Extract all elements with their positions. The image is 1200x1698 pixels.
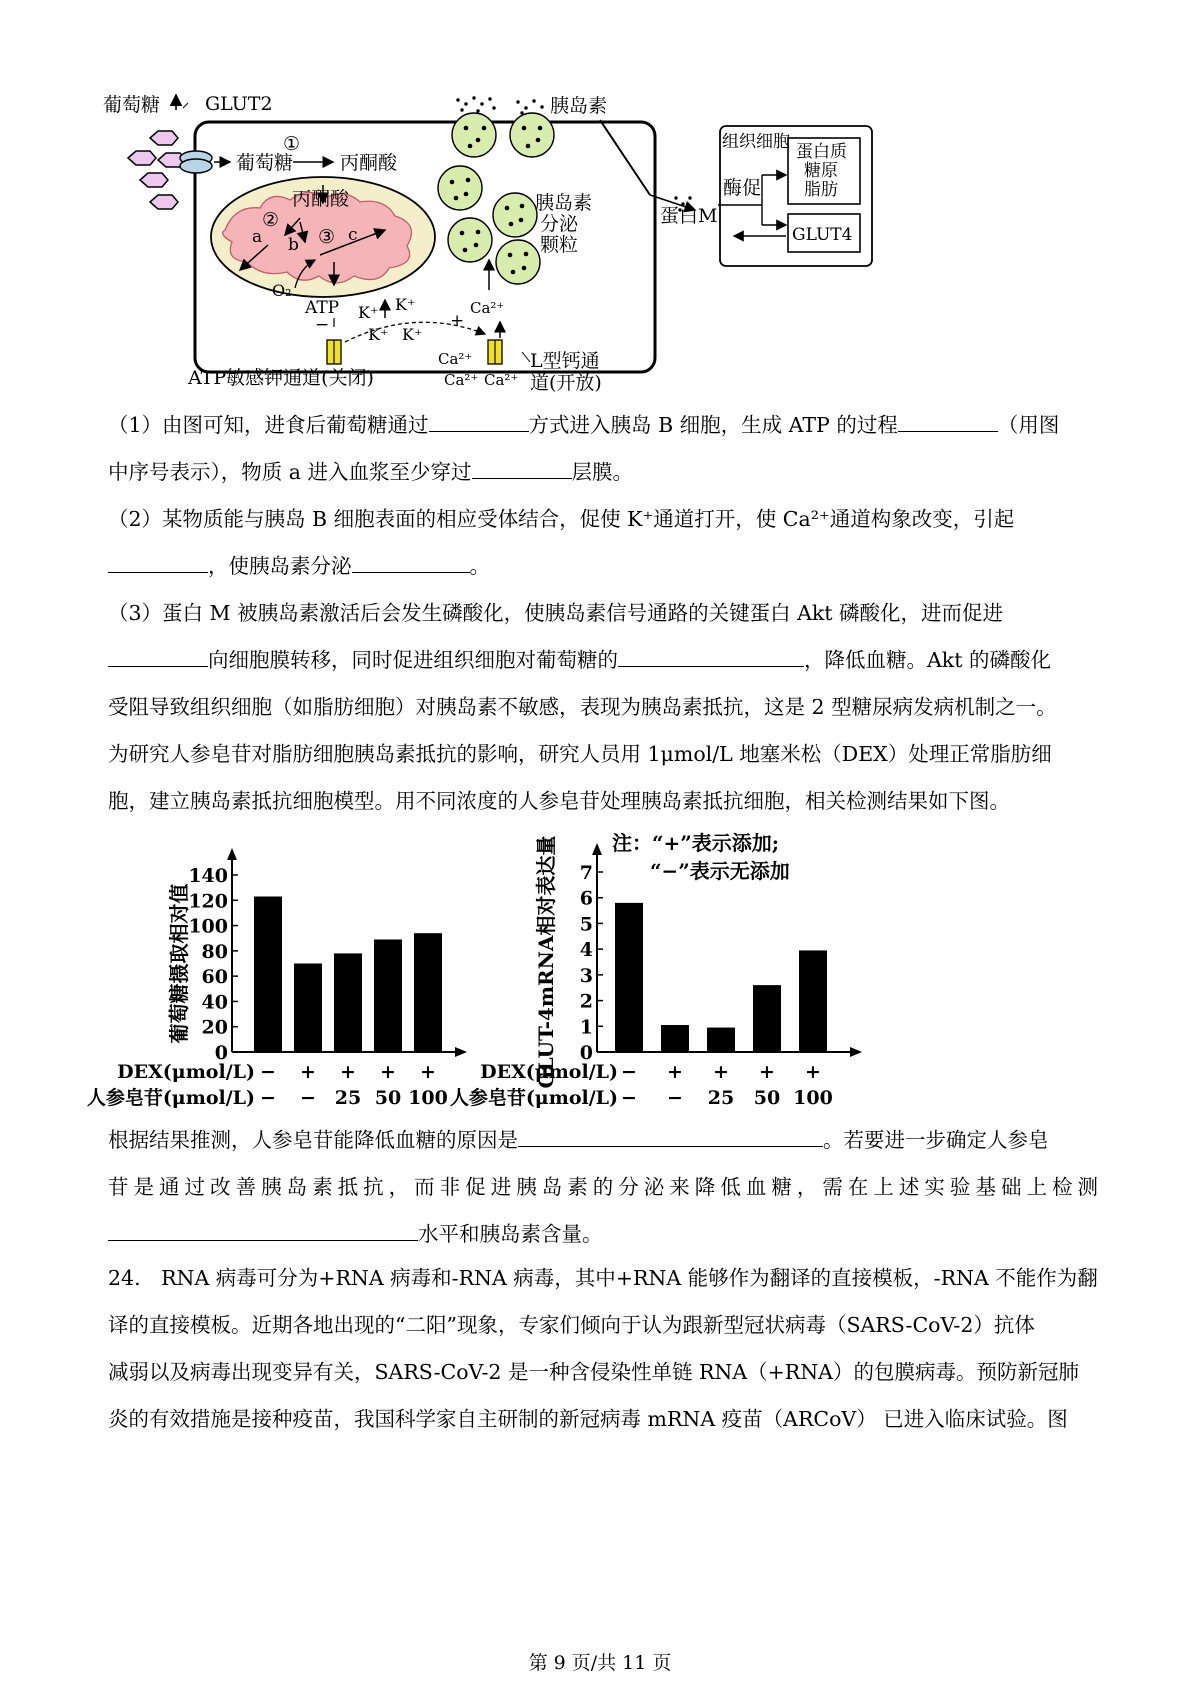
chart2-tick-label: 4 (579, 939, 593, 962)
chart2-x-arrow (850, 1047, 862, 1057)
chart2-dex-row-label: DEX(μmol/L) (480, 1061, 618, 1083)
blank-2[interactable] (898, 409, 998, 432)
blank-6[interactable] (108, 644, 208, 667)
chart2-tick-label: 1 (579, 1016, 593, 1039)
chart1-bar (294, 964, 322, 1053)
o2-label: O₂ (272, 281, 292, 300)
k-label-2: K⁺ (395, 295, 416, 314)
blank-4[interactable] (108, 550, 208, 573)
q3-line-7: 苷是通过改善胰岛素抵抗，而非促进胰岛素的分泌来降低血糖，需在上述实验基础上检测 (108, 1175, 1098, 1199)
chart2-dex-label: + (667, 1061, 683, 1083)
products-label-2: 糖原 (804, 161, 838, 181)
insulin-secretion-diagram (0, 0, 1200, 440)
question-24-block (108, 1255, 1098, 1443)
chart1-bar (334, 953, 362, 1052)
ca-label-b2: Ca²⁺ (444, 371, 479, 389)
page-footer: 第 9 页/共 11 页 (528, 1652, 672, 1674)
chart2-tick-label: 6 (579, 887, 593, 910)
chart1-ginsenoside-label: 50 (374, 1087, 402, 1109)
chart1-bar (414, 933, 442, 1052)
label-a: a (252, 227, 263, 247)
chart2-bar (661, 1025, 689, 1052)
pyruvate-mito-label: 丙酮酸 (292, 188, 350, 210)
chart2-dex-label: + (713, 1061, 729, 1083)
chart1-ginsenoside-label: − (300, 1087, 316, 1109)
chart1-x-arrow (455, 1047, 467, 1057)
k-label-1: K⁺ (358, 303, 379, 322)
chart1-tick-label: 140 (188, 865, 228, 887)
chart2-ginsenoside-row-label: 人参皂苷(μmol/L) (449, 1087, 618, 1109)
chart2-tick-label: 0 (579, 1042, 593, 1064)
glut2-transporter (180, 151, 212, 173)
granule-label-3: 颗粒 (540, 234, 579, 256)
minus-sign: − (315, 315, 330, 335)
pyruvate-cyto-label: 丙酮酸 (340, 152, 398, 174)
chart1-bar (374, 939, 402, 1052)
blank-8[interactable] (518, 1124, 823, 1147)
chart1-dex-label: + (340, 1061, 356, 1083)
chart1-y-arrow (227, 848, 237, 860)
tissue-cell-label: 组织细胞 (722, 132, 790, 152)
chart1-dex-label: − (260, 1061, 276, 1083)
conclusion-block (108, 1117, 1098, 1258)
k-label-4: K⁺ (402, 325, 423, 344)
granule-label-1: 胰岛素 (535, 192, 593, 214)
q3-line-2: 向细胞膜转移，同时促进组织细胞对葡萄糖的 ，降低血糖。Akt 的磷酸化 (108, 637, 1098, 684)
chart2-ginsenoside-label: − (621, 1087, 637, 1109)
q3-line-1: （3）蛋白 M 被胰岛素激活后会发生磷酸化，使胰岛素信号通路的关键蛋白 Akt 磷酸化，进而促进 (108, 601, 1004, 625)
chart1-ginsenoside-label: 100 (408, 1087, 448, 1109)
chart1-dex-label: + (380, 1061, 396, 1083)
glucose-molecules (128, 131, 186, 209)
chart2-note-line-2: “−”表示无添加 (650, 859, 790, 883)
chart2-dex-label: + (759, 1061, 775, 1083)
chart1-tick-label: 20 (201, 1016, 228, 1039)
chart1-ginsenoside-label: − (260, 1087, 276, 1109)
label-b: b (288, 235, 299, 255)
chart1-y-axis-label: 葡萄糖摄取相对值 (167, 883, 191, 1044)
ca-label-b3: Ca²⁺ (484, 371, 519, 389)
products-label-1: 蛋白质 (796, 142, 847, 162)
chart2-bar (753, 985, 781, 1052)
chart1-tick-label: 120 (188, 890, 228, 913)
chart2-tick-label: 2 (579, 990, 593, 1013)
products-label-3: 脂肪 (804, 180, 838, 200)
blank-3[interactable] (472, 456, 572, 479)
glut4-label: GLUT4 (792, 225, 853, 245)
protein-m-label: 蛋白M (660, 205, 718, 227)
chart1-dex-row-label: DEX(μmol/L) (117, 1061, 255, 1083)
chart2-note-line-1: 注：“+”表示添加; (612, 831, 780, 855)
chart2-bar (615, 903, 643, 1052)
q24-line-1: 24. RNA 病毒可分为+RNA 病毒和-RNA 病毒，其中+RNA 能够作为翻译的直接模板，-RNA 不能作为翻 (108, 1266, 1098, 1290)
ca-label-top: Ca²⁺ (470, 299, 505, 317)
chart1-tick-label: 60 (201, 966, 228, 989)
q1-line-2: 中序号表示），物质 a 进入血浆至少穿过 层膜。 (108, 449, 1098, 496)
katp-channel-label: ATP敏感钾通道(关闭) (188, 367, 374, 389)
granule-label-2: 分泌 (540, 213, 579, 235)
step-1-label: ① (283, 133, 301, 155)
chart1-tick-label: 100 (188, 915, 228, 938)
q2-line-2: ，使胰岛素分泌 。 (108, 543, 1098, 590)
chart1-bar (254, 896, 282, 1052)
blank-7[interactable] (618, 644, 804, 667)
q3-line-3: 受阻导致组织细胞（如脂肪细胞）对胰岛素不敏感，表现为胰岛素抵抗，这是 2 型糖尿病发病机制之一。 (108, 695, 1057, 719)
chart2-ginsenoside-label: − (667, 1087, 683, 1109)
chart2-ginsenoside-label: 100 (793, 1087, 833, 1109)
k-label-3: K⁺ (368, 325, 389, 344)
chart1-tick-label: 80 (201, 940, 228, 963)
glucose-inside-label: 葡萄糖 (236, 152, 294, 174)
chart1-dex-label: + (420, 1061, 436, 1083)
chart2-bar (799, 950, 827, 1052)
blank-9[interactable] (108, 1218, 418, 1241)
ca-channel-label-2: 道(开放) (530, 372, 602, 394)
glut2-label: GLUT2 (205, 93, 273, 115)
chart1-ginsenoside-row-label: 人参皂苷(μmol/L) (86, 1087, 255, 1109)
q2-line-1: （2）某物质能与胰岛 B 细胞表面的相应受体结合，促使 K⁺通道打开，使 Ca²⁺通道构象改变，引起 (108, 507, 1015, 531)
chart2-y-axis-label: GLUT-4mRNA相对表达量 (534, 835, 558, 1089)
chart1-tick-label: 0 (214, 1042, 228, 1064)
glucose-outside-label: 葡萄糖 (103, 94, 161, 116)
chart1-ginsenoside-label: 25 (334, 1087, 362, 1109)
chart2-dex-label: − (621, 1061, 637, 1083)
chart2-tick-label: 7 (579, 862, 593, 884)
q3-line-8: 水平和胰岛素含量。 (108, 1211, 1098, 1258)
q24-line-2: 译的直接模板。近期各地出现的“二阳”现象，专家们倾向于认为跟新型冠状病毒（SARS-CoV-2）抗体 (108, 1313, 1035, 1337)
q3-line-5: 胞，建立胰岛素抵抗细胞模型。用不同浓度的人参皂苷处理胰岛素抵抗细胞，相关检测结果如下图。 (108, 789, 1010, 813)
question-block (108, 402, 1098, 825)
label-c: c (348, 225, 358, 245)
chart2-ginsenoside-label: 25 (707, 1087, 735, 1109)
promote-label: 酶促 (723, 177, 762, 199)
q24-line-4: 炎的有效措施是接种疫苗，我国科学家自主研制的新冠病毒 mRNA 疫苗（ARCoV） 已进入临床试验。图 (108, 1407, 1068, 1431)
blank-1[interactable] (429, 409, 529, 432)
q24-line-3: 减弱以及病毒出现变异有关，SARS-CoV-2 是一种含侵染性单链 RNA（+RNA）的包膜病毒。预防新冠肺 (108, 1360, 1079, 1384)
plus-sign: + (450, 311, 465, 331)
ca-channel-label-1: L型钙通 (530, 350, 600, 372)
chart2-dex-label: + (805, 1061, 821, 1083)
q3-line-4: 为研究人参皂苷对脂肪细胞胰岛素抵抗的影响，研究人员用 1μmol/L 地塞米松（DEX）处理正常脂肪细 (108, 742, 1052, 766)
q1-line-1: （1）由图可知，进食后葡萄糖通过 方式进入胰岛 B 细胞，生成 ATP 的过程 （用图 (108, 402, 1098, 449)
chart2-bar (707, 1028, 735, 1052)
chart2-ginsenoside-label: 50 (753, 1087, 781, 1109)
chart1-tick-label: 40 (201, 991, 228, 1014)
atp-label: ATP (305, 298, 340, 318)
blank-5[interactable] (352, 550, 470, 573)
chart2-tick-label: 3 (579, 964, 593, 987)
ca-label-b1: Ca²⁺ (438, 350, 473, 368)
step-3-label: ③ (318, 226, 336, 248)
step-2-label: ② (262, 209, 280, 231)
chart2-tick-label: 5 (579, 913, 593, 936)
chart2-y-arrow (592, 843, 602, 855)
q3-line-6: 根据结果推测，人参皂苷能降低血糖的原因是 。若要进一步确定人参皂 (108, 1117, 1098, 1164)
charts-figure (0, 820, 1200, 1110)
insulin-label: 胰岛素 (550, 95, 608, 117)
chart1-dex-label: + (300, 1061, 316, 1083)
